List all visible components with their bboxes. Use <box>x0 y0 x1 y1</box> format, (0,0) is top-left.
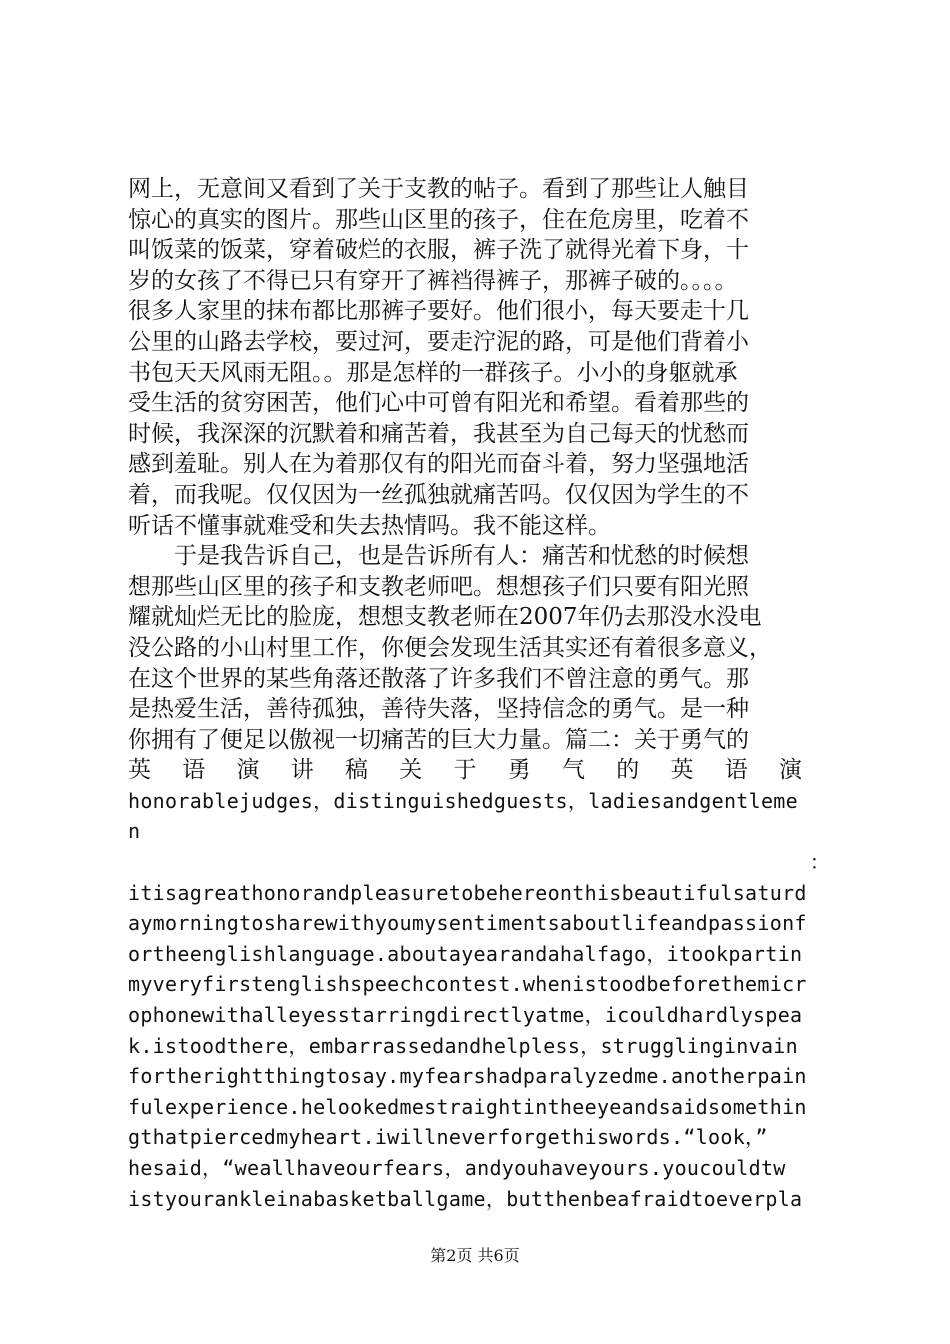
text-line: 英语演讲稿关于勇气的英语演 <box>128 757 830 784</box>
text-line: 没公路的小山村里工作，你便会发现生活其实还有着很多意义， <box>128 634 772 661</box>
text-line: n <box>128 819 141 844</box>
text-line: hesaid，“weallhaveourfears，andyouhaveyours.youcouldtw <box>128 1156 786 1180</box>
text-line: 网上，无意间又看到了关于支教的帖子。看到了那些让人触目 <box>128 176 749 202</box>
text-line: k.istoodthere，embarrassedandhelpless，strugglinginvain <box>128 1033 798 1058</box>
text-line: 时候，我深深的沉默着和痛苦着，我甚至为自己每天的忧愁而 <box>128 420 749 447</box>
page-number-footer: 第2页 共6页 <box>430 1246 520 1265</box>
text-line: 听话不懂事就难受和失去热情吗。我不能这样。 <box>128 512 611 539</box>
text-line: 很多人家里的抹布都比那裤子要好。他们很小，每天要走十几 <box>128 298 749 325</box>
text-line: 在这个世界的某些角落还散落了许多我们不曾注意的勇气。那 <box>128 665 749 692</box>
text-line: 于是我告诉自己，也是告诉所有人：痛苦和忧愁的时候想 <box>128 543 749 570</box>
text-line: honorablejudges，distinguishedguests，ladiesandgentleme <box>128 788 798 813</box>
text-line: itisagreathonorandpleasuretobehereonthisbeautifulsaturd <box>128 880 807 905</box>
text-line: 惊心的真实的图片。那些山区里的孩子，住在危房里，吃着不 <box>128 206 749 233</box>
text-line: istyourankleinabasketballgame，butthenbeafraidtoeverpla <box>128 1186 803 1211</box>
text-line: 公里的山路去学校，要过河，要走泞泥的路，可是他们背着小 <box>128 328 749 355</box>
body-text <box>128 174 830 1214</box>
text-line: 着，而我呢。仅仅因为一丝孤独就痛苦吗。仅仅因为学生的不 <box>128 481 749 508</box>
text-line: gthatpiercedmyheart.iwillneverforgethiswords.“look，” <box>128 1125 768 1150</box>
text-line: 是热爱生活，善待孤独，善待失落，坚持信念的勇气。是一种 <box>128 696 749 723</box>
text-line: 想那些山区里的孩子和支教老师吧。想想孩子们只要有阳光照 <box>128 573 749 600</box>
text-line: aymorningtosharewithyoumysentimentsaboutlifeandpassionf <box>128 911 807 936</box>
text-line: myveryfirstenglishspeechcontest.whenistoodbeforethemicr <box>128 972 807 997</box>
text-line: 叫饭菜的饭菜，穿着破烂的衣服，裤子洗了就得光着下身，十 <box>128 237 749 264</box>
text-line: 受生活的贫穷困苦，他们心中可曾有阳光和希望。看着那些的 <box>128 390 749 417</box>
text-line: 书包天天风雨无阻。。那是怎样的一群孩子。小小的身躯就承 <box>128 359 738 386</box>
text-line: 岁的女孩了不得已只有穿开了裤裆得裤子，那裤子破的。。。。 <box>128 267 738 294</box>
text-line: ortheenglishlanguage.aboutayearandahalfago，itookpartin <box>128 941 803 966</box>
text-line: 你拥有了便足以傲视一切痛苦的巨大力量。篇二：关于勇气的 <box>128 726 749 753</box>
text-line: ： <box>809 850 830 875</box>
text-line: ophonewithalleyesstarringdirectlyatme，icouldhardlyspea <box>128 1003 803 1028</box>
text-line: fortherightthingtosay.myfearshadparalyzedme.anotherpain <box>128 1064 807 1089</box>
text-line: 感到羞耻。别人在为着那仅有的阳光而奋斗着，努力坚强地活 <box>128 451 749 478</box>
text-line: 耀就灿烂无比的脸庞，想想支教老师在2007年仍去那没水没电 <box>128 604 762 631</box>
text-line: fulexperience.helookedmestraightintheeyeandsaidsomethin <box>128 1094 807 1119</box>
